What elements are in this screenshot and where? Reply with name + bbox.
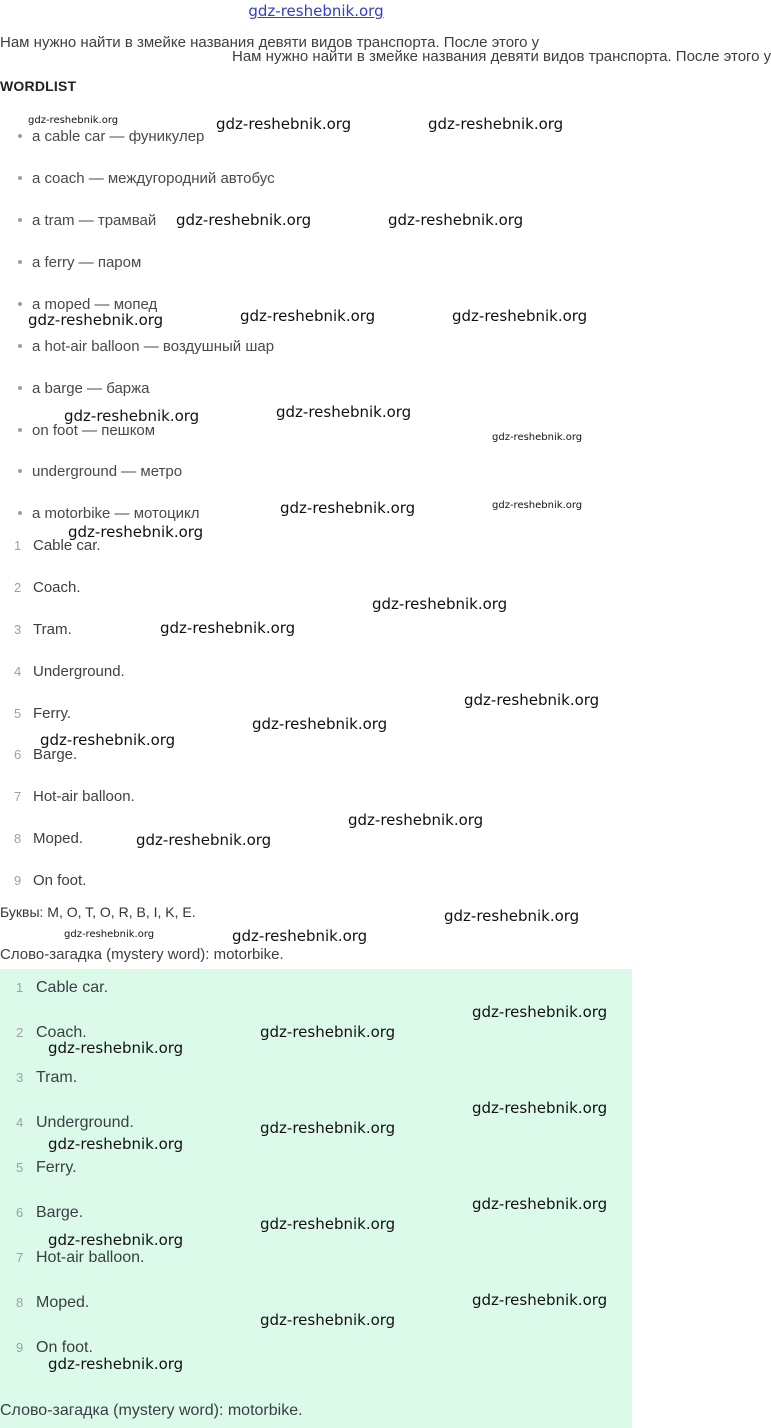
box-answer-item bbox=[16, 1294, 89, 1312]
answer-number: 9 bbox=[14, 873, 22, 888]
answer-number: 7 bbox=[14, 789, 22, 804]
wordlist-item-text: a motorbike — мотоцикл bbox=[32, 505, 200, 522]
box-answer-text: Barge. bbox=[36, 1204, 84, 1221]
box-answer-item bbox=[16, 1114, 134, 1132]
watermark: gdz-reshebnik.org bbox=[216, 115, 352, 133]
watermark: gdz-reshebnik.org bbox=[492, 432, 583, 443]
answer-number: 4 bbox=[14, 664, 22, 679]
watermark: gdz-reshebnik.org bbox=[388, 211, 524, 229]
box-answer-text: Cable car. bbox=[36, 979, 109, 996]
box-answer-text: On foot. bbox=[36, 1339, 93, 1356]
box-answer-number: 8 bbox=[16, 1295, 24, 1310]
watermark: gdz-reshebnik.org bbox=[464, 691, 600, 709]
watermark: gdz-reshebnik.org bbox=[48, 1231, 184, 1249]
watermark: gdz-reshebnik.org bbox=[260, 1215, 396, 1233]
box-answer-number: 9 bbox=[16, 1340, 24, 1355]
box-answer-item bbox=[16, 979, 108, 997]
box-answer-number: 4 bbox=[16, 1115, 24, 1130]
intro-text-cut-line bbox=[232, 48, 771, 68]
wordlist-title: WORDLIST bbox=[0, 78, 77, 94]
watermark: gdz-reshebnik.org bbox=[64, 407, 200, 425]
wordlist-item-text: on foot — пешком bbox=[32, 422, 156, 439]
wordlist-item bbox=[18, 338, 274, 355]
watermark: gdz-reshebnik.org bbox=[280, 499, 416, 517]
bullet-icon bbox=[18, 511, 22, 515]
answer-number: 1 bbox=[14, 538, 22, 553]
answer-box bbox=[0, 969, 632, 1428]
bullet-icon bbox=[18, 469, 22, 473]
answer-item bbox=[14, 872, 86, 889]
bullet-icon bbox=[18, 134, 22, 138]
bullet-icon bbox=[18, 176, 22, 180]
answer-item bbox=[14, 830, 83, 847]
wordlist-item-text: a coach — междугородний автобус bbox=[32, 170, 275, 187]
watermark: gdz-reshebnik.org bbox=[372, 595, 508, 613]
answer-text: Coach. bbox=[33, 579, 81, 596]
box-answer-item bbox=[16, 1069, 77, 1087]
bullet-icon bbox=[18, 428, 22, 432]
answer-number: 5 bbox=[14, 706, 22, 721]
wordlist-item-text: underground — метро bbox=[32, 463, 183, 480]
box-answer-number: 2 bbox=[16, 1025, 24, 1040]
bullet-icon bbox=[18, 386, 22, 390]
letters-line: Буквы: M, O, T, O, R, B, I, K, E. bbox=[0, 904, 196, 920]
answer-text: Tram. bbox=[33, 621, 72, 638]
answer-text: Cable car. bbox=[33, 537, 101, 554]
wordlist-item-text: a tram — трамвай bbox=[32, 212, 157, 229]
box-answer-item bbox=[16, 1204, 83, 1222]
watermark: gdz-reshebnik.org bbox=[444, 907, 580, 925]
site-header-link[interactable]: gdz-reshebnik.org bbox=[248, 2, 384, 20]
answer-item bbox=[14, 788, 135, 805]
watermark: gdz-reshebnik.org bbox=[232, 927, 368, 945]
answer-number: 2 bbox=[14, 580, 22, 595]
box-answer-item bbox=[16, 1024, 87, 1042]
answer-number: 3 bbox=[14, 622, 22, 637]
watermark: gdz-reshebnik.org bbox=[40, 731, 176, 749]
box-answer-text: Moped. bbox=[36, 1294, 90, 1311]
answer-text: Hot-air balloon. bbox=[33, 788, 135, 805]
box-answer-number: 1 bbox=[16, 980, 24, 995]
bullet-icon bbox=[18, 218, 22, 222]
watermark: gdz-reshebnik.org bbox=[28, 311, 164, 329]
watermark: gdz-reshebnik.org bbox=[260, 1023, 396, 1041]
wordlist-item-text: a ferry — паром bbox=[32, 254, 142, 271]
watermark: gdz-reshebnik.org bbox=[48, 1355, 184, 1373]
box-answer-text: Tram. bbox=[36, 1069, 78, 1086]
box-answer-item bbox=[16, 1159, 77, 1177]
answer-item bbox=[14, 621, 72, 638]
bullet-icon bbox=[18, 302, 22, 306]
wordlist-item bbox=[18, 128, 204, 145]
watermark: gdz-reshebnik.org bbox=[252, 715, 388, 733]
intro-cut-fragment: Нам нужно найти в змейке названия девяти видов транспорта. После этого у bbox=[232, 48, 771, 65]
bullet-icon bbox=[18, 344, 22, 348]
answer-text: Barge. bbox=[33, 746, 78, 763]
watermark: gdz-reshebnik.org bbox=[64, 929, 155, 940]
wordlist-item bbox=[18, 296, 157, 313]
answer-text: Ferry. bbox=[33, 705, 72, 722]
watermark: gdz-reshebnik.org bbox=[68, 523, 204, 541]
wordlist-item-text: a moped — мопед bbox=[32, 296, 158, 313]
watermark: gdz-reshebnik.org bbox=[240, 307, 376, 325]
watermark: gdz-reshebnik.org bbox=[260, 1119, 396, 1137]
wordlist-item-text: a cable car — фуникулер bbox=[32, 128, 205, 145]
answer-text: On foot. bbox=[33, 872, 87, 889]
answer-text: Moped. bbox=[33, 830, 84, 847]
wordlist-item-text: a barge — баржа bbox=[32, 380, 150, 397]
box-answer-item bbox=[16, 1339, 93, 1357]
wordlist-item bbox=[18, 170, 275, 187]
box-answer-item bbox=[16, 1249, 145, 1267]
box-answer-number: 6 bbox=[16, 1205, 24, 1220]
intro-text: Нам нужно найти в змейке названия девяти видов транспорта. После этого у bbox=[0, 34, 540, 51]
watermark: gdz-reshebnik.org bbox=[472, 1291, 608, 1309]
watermark: gdz-reshebnik.org bbox=[472, 1195, 608, 1213]
watermark: gdz-reshebnik.org bbox=[48, 1135, 184, 1153]
box-answer-text: Coach. bbox=[36, 1024, 87, 1041]
watermark: gdz-reshebnik.org bbox=[160, 619, 296, 637]
watermark: gdz-reshebnik.org bbox=[452, 307, 588, 325]
answer-number: 6 bbox=[14, 747, 22, 762]
wordlist-item bbox=[18, 422, 155, 439]
box-answer-text: Hot-air balloon. bbox=[36, 1249, 145, 1266]
watermark: gdz-reshebnik.org bbox=[48, 1039, 184, 1057]
answer-item bbox=[14, 663, 125, 680]
box-answer-number: 3 bbox=[16, 1070, 24, 1085]
watermark: gdz-reshebnik.org bbox=[176, 211, 312, 229]
answer-number: 8 bbox=[14, 831, 22, 846]
box-answer-text: Ferry. bbox=[36, 1159, 77, 1176]
box-mystery-word-line: Слово-загадка (mystery word): motorbike. bbox=[0, 1402, 303, 1419]
box-answer-text: Underground. bbox=[36, 1114, 134, 1131]
box-answer-number: 5 bbox=[16, 1160, 24, 1175]
wordlist-item bbox=[18, 380, 150, 397]
wordlist-item bbox=[18, 505, 200, 522]
watermark: gdz-reshebnik.org bbox=[472, 1003, 608, 1021]
watermark: gdz-reshebnik.org bbox=[428, 115, 564, 133]
answer-text: Underground. bbox=[33, 663, 125, 680]
mystery-word-line: Слово-загадка (mystery word): motorbike. bbox=[0, 946, 284, 963]
watermark: gdz-reshebnik.org bbox=[348, 811, 484, 829]
watermark: gdz-reshebnik.org bbox=[260, 1311, 396, 1329]
watermark: gdz-reshebnik.org bbox=[276, 403, 412, 421]
answer-item bbox=[14, 579, 81, 596]
watermark: gdz-reshebnik.org bbox=[28, 115, 119, 126]
bullet-icon bbox=[18, 260, 22, 264]
watermark: gdz-reshebnik.org bbox=[136, 831, 272, 849]
wordlist-item-text: a hot-air balloon — воздушный шар bbox=[32, 338, 275, 355]
wordlist-item bbox=[18, 254, 141, 271]
answer-item bbox=[14, 537, 101, 554]
box-answer-number: 7 bbox=[16, 1250, 24, 1265]
answer-item bbox=[14, 705, 71, 722]
wordlist-item bbox=[18, 212, 156, 229]
watermark: gdz-reshebnik.org bbox=[472, 1099, 608, 1117]
answer-item bbox=[14, 746, 77, 763]
watermark: gdz-reshebnik.org bbox=[492, 500, 583, 511]
wordlist-item bbox=[18, 463, 182, 480]
